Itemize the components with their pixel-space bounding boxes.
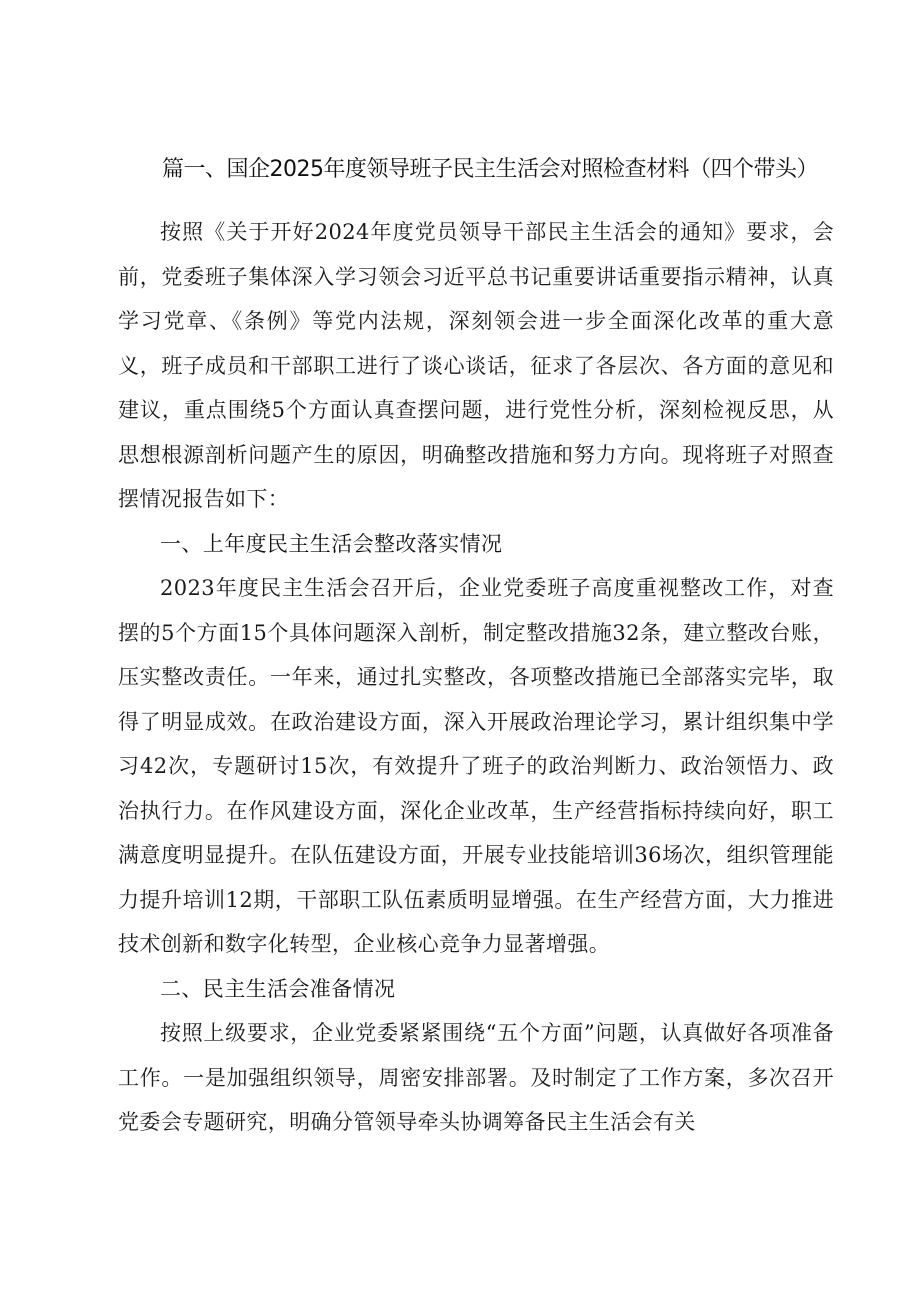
- section-heading-preparation: 二、民主生活会准备情况: [160, 976, 396, 1001]
- paragraph-intro: 按照《关于开好2024年度党员领导干部民主生活会的通知》要求，会前，党委班子集体深入学习领会习近平总书记重要讲话重要指示精神，认真学习党章、《条例》等党内法规，深刻领会进一步全面深化改革的重大意义，班子成员和干部职工进行了谈心谈话，征求了各层次、各方面的意见和建议，重点围绕5个方面认真查摆问题，进行党性分析，深刻检视反思，从思想根源剖析问题产生的原因，明确整改措施和努力方向。现将班子对照查摆情况报告如下：: [118, 220, 834, 511]
- paragraph-rectification: 2023年度民主生活会召开后，企业党委班子高度重视整改工作，对查摆的5个方面15个具体问题深入剖析，制定整改措施32条，建立整改台账，压实整改责任。一年来，通过扎实整改，各项整改措施已全部落实完毕，取得了明显成效。在政治建设方面，深入开展政治理论学习，累计组织集中学习42次，专题研讨15次，有效提升了班子的政治判断力、政治领悟力、政治执行力。在作风建设方面，深化企业改革，生产经营指标持续向好，职工满意度明显提升。在队伍建设方面，开展专业技能培训36场次，组织管理能力提升培训12期，干部职工队伍素质明显增强。在生产经营方面，大力推进技术创新和数字化转型，企业核心竞争力显著增强。: [118, 576, 834, 956]
- section-heading-rectification: 一、上年度民主生活会整改落实情况: [160, 531, 503, 556]
- paragraph-preparation: 按照上级要求，企业党委紧紧围绕“五个方面”问题，认真做好各项准备工作。一是加强组织领导，周密安排部署。及时制定了工作方案，多次召开党委会专题研究，明确分管领导牵头协调筹备民主生活会有关: [118, 1021, 834, 1134]
- document-title: 篇一、国企2025年度领导班子民主生活会对照检查材料（四个带头）: [162, 157, 818, 182]
- document-body: [118, 210, 834, 1145]
